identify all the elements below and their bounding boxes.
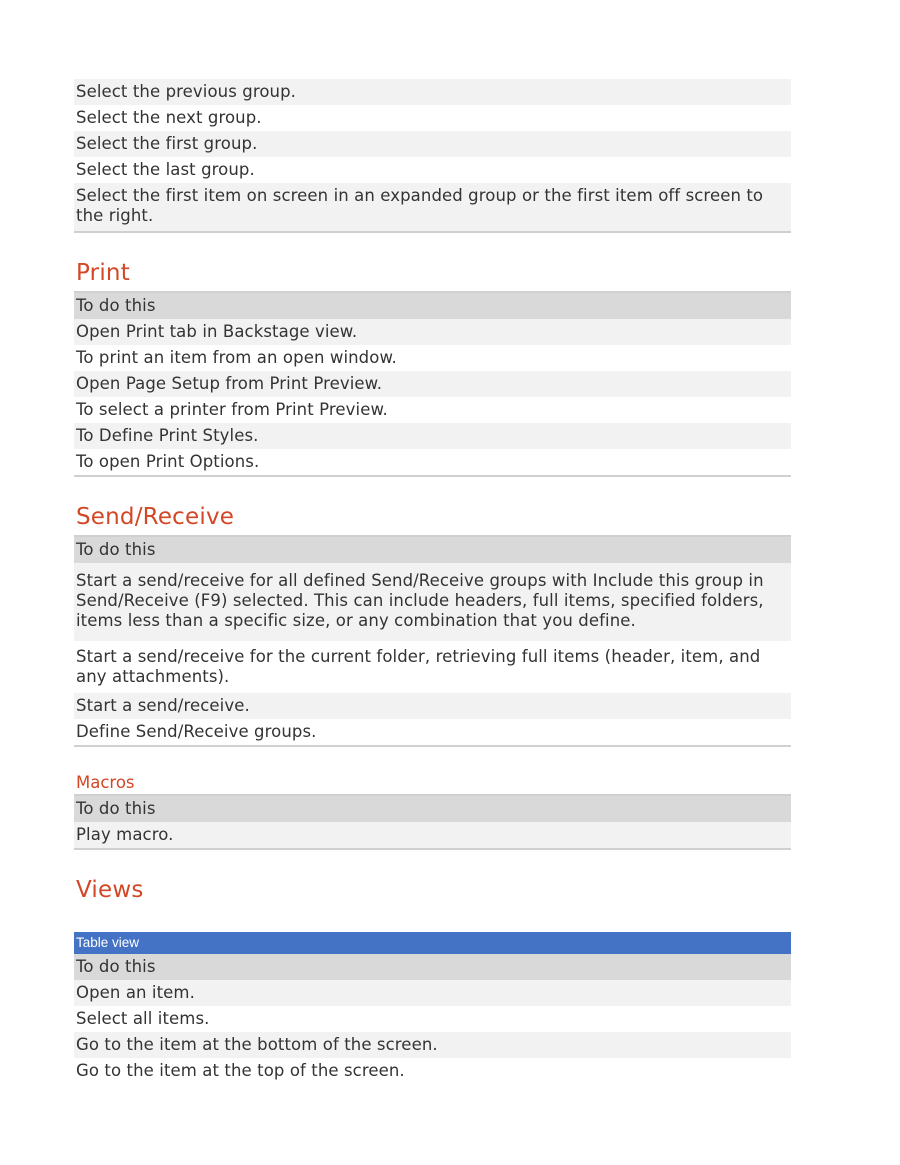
table-row: Select the previous group. bbox=[74, 79, 791, 105]
table-row: Start a send/receive for the current folder, retrieving full items (header, item, and any attachments). bbox=[76, 647, 761, 686]
print-table bbox=[74, 291, 791, 477]
document-page bbox=[74, 79, 791, 1084]
table-row: Start a send/receive for all defined Send/Receive groups with Include this group in Send/Receive (F9) selected. This can include headers, full items, specified folders, items less than a specific size, or any combination that you define. bbox=[74, 563, 791, 641]
table-caption: Table view bbox=[74, 932, 791, 954]
table-header: To do this bbox=[74, 293, 791, 319]
table-header: To do this bbox=[74, 954, 791, 980]
table-row: Go to the item at the top of the screen. bbox=[76, 1061, 405, 1080]
section-title-macros: Macros bbox=[76, 773, 135, 792]
table-row: Open Print tab in Backstage view. bbox=[74, 319, 791, 345]
section-title-send-receive: Send/Receive bbox=[76, 504, 235, 530]
table-row: To select a printer from Print Preview. bbox=[76, 400, 388, 419]
macros-table bbox=[74, 794, 791, 850]
table-row: Go to the item at the bottom of the screen. bbox=[74, 1032, 791, 1058]
table-row: Select the first item on screen in an expanded group or the first item off screen to the right. bbox=[74, 183, 791, 231]
group-navigation-table bbox=[74, 79, 791, 233]
table-row: To open Print Options. bbox=[76, 452, 260, 471]
table-header: To do this bbox=[74, 796, 791, 822]
section-title-views: Views bbox=[76, 877, 144, 903]
table-row: Define Send/Receive groups. bbox=[76, 722, 317, 741]
table-row: Start a send/receive. bbox=[74, 693, 791, 719]
table-row: Select the last group. bbox=[76, 160, 255, 179]
section-title-print: Print bbox=[76, 260, 130, 286]
table-row: Select the first group. bbox=[74, 131, 791, 157]
table-row: Play macro. bbox=[74, 822, 791, 848]
views-table bbox=[74, 954, 791, 1084]
table-header: To do this bbox=[74, 537, 791, 563]
table-row: Open an item. bbox=[74, 980, 791, 1006]
table-row: To Define Print Styles. bbox=[74, 423, 791, 449]
table-row: Select all items. bbox=[76, 1009, 210, 1028]
table-row: Select the next group. bbox=[76, 108, 262, 127]
table-row: To print an item from an open window. bbox=[76, 348, 397, 367]
send-receive-table bbox=[74, 535, 791, 747]
table-row: Open Page Setup from Print Preview. bbox=[74, 371, 791, 397]
